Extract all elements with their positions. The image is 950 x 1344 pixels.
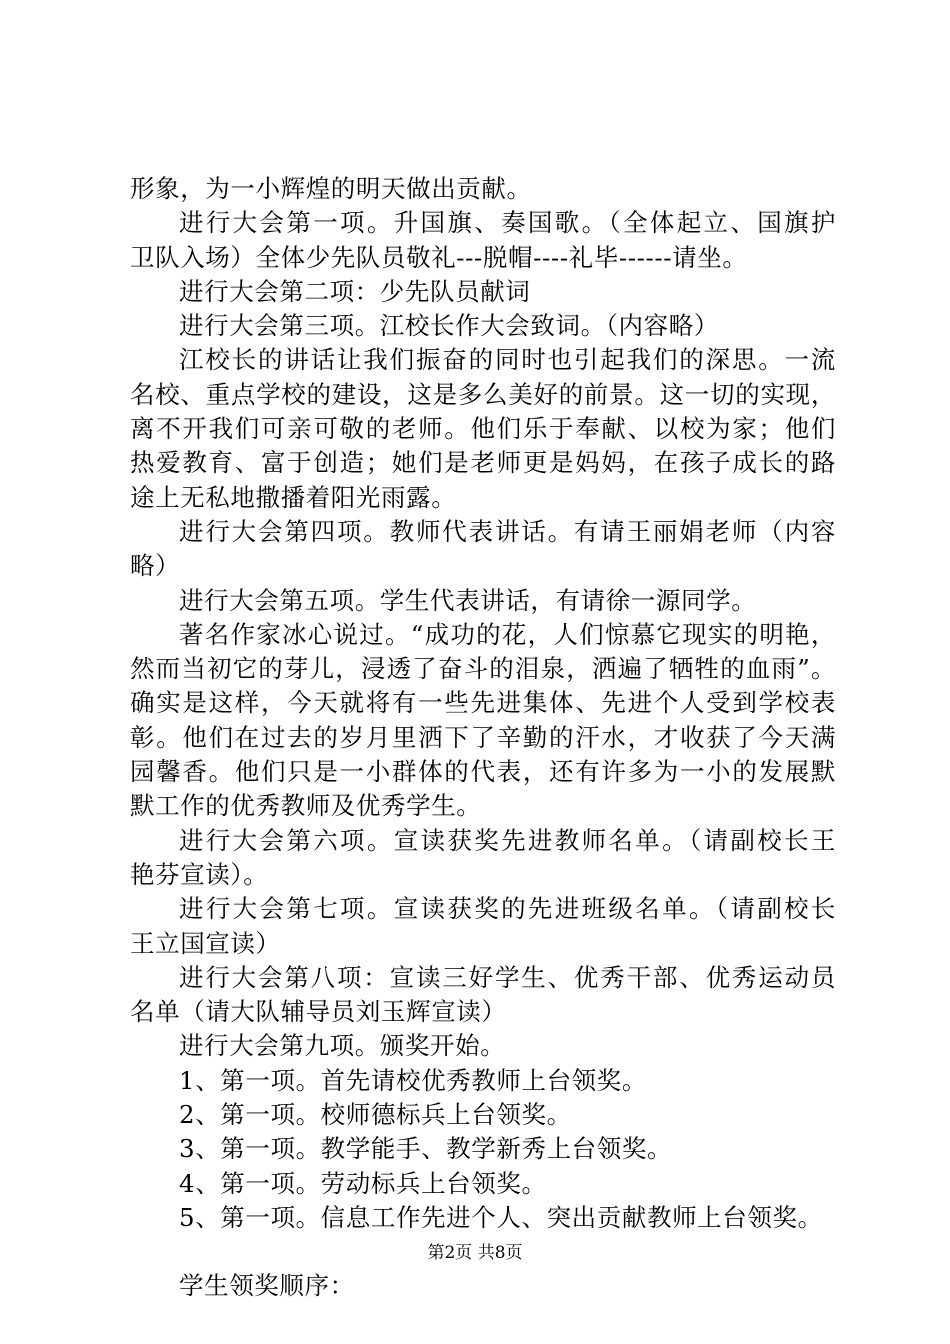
- text-line: 热爱教育、富于创造；她们是老师更是妈妈，在孩子成长的路: [130, 448, 836, 478]
- text-line: 4、第一项。劳动标兵上台领奖。: [179, 1168, 547, 1198]
- text-line: 形象，为一小辉煌的明天做出贡献。: [130, 174, 532, 203]
- text-line: 进行大会第八项：宣读三好学生、优秀干部、优秀运动员: [179, 962, 836, 992]
- text-line: 2、第一项。校师德标兵上台领奖。: [179, 1100, 572, 1130]
- text-line: 途上无私地撒播着阳光雨露。: [130, 482, 457, 512]
- document-body: [130, 172, 836, 1304]
- text-line: 进行大会第一项。升国旗、奏国歌。（全体起立、国旗护: [179, 208, 836, 238]
- text-line: 进行大会第七项。宣读获奖的先进班级名单。（请副校长: [179, 894, 836, 924]
- text-line: 默工作的优秀教师及优秀学生。: [130, 791, 482, 821]
- text-line: 进行大会第九项。颁奖开始。: [179, 1031, 506, 1061]
- text-line: 进行大会第六项。宣读获奖先进教师名单。（请副校长王: [179, 825, 836, 855]
- text-line: 江校长的讲话让我们振奋的同时也引起我们的深思。一流: [179, 345, 836, 375]
- text-line: 王立国宣读）: [130, 928, 281, 958]
- text-line: 进行大会第二项：少先队员献词: [179, 276, 531, 306]
- text-line: 确实是这样，今天就将有一些先进集体、先进个人受到学校表: [130, 688, 836, 718]
- text-line: 著名作家冰心说过。“成功的花，人们惊慕它现实的明艳，: [179, 619, 836, 649]
- text-line: 彰。他们在过去的岁月里洒下了辛勤的汗水，才收获了今天满: [130, 722, 836, 752]
- text-line: 5、第一项。信息工作先进个人、突出贡献教师上台领奖。: [179, 1202, 823, 1232]
- text-line: 略）: [130, 551, 181, 581]
- text-line: 卫队入场）全体少先队员敬礼---脱帽----礼毕------请坐。: [130, 242, 748, 272]
- text-line: 1、第一项。首先请校优秀教师上台领奖。: [179, 1065, 647, 1095]
- text-line: 艳芬宣读）。: [130, 859, 269, 889]
- text-line: 进行大会第五项。学生代表讲话，有请徐一源同学。: [179, 585, 757, 615]
- text-line: 名校、重点学校的建设，这是多么美好的前景。这一切的实现，: [130, 379, 836, 409]
- text-line: 3、第一项。教学能手、教学新秀上台领奖。: [179, 1134, 673, 1164]
- page-footer: 第2页 共8页: [427, 1243, 523, 1263]
- text-line: 离不开我们可亲可敬的老师。他们乐于奉献、以校为家；他们: [130, 414, 836, 444]
- text-line: 进行大会第四项。教师代表讲话。有请王丽娟老师（内容: [179, 516, 836, 546]
- text-line: 名单（请大队辅导员刘玉辉宣读）: [130, 997, 507, 1027]
- text-line: 进行大会第三项。江校长作大会致词。（内容略）: [179, 311, 719, 341]
- text-line: 园馨香。他们只是一小群体的代表，还有许多为一小的发展默: [130, 757, 836, 787]
- text-line: 学生领奖顺序：: [179, 1271, 355, 1301]
- text-line: 然而当初它的芽儿，浸透了奋斗的泪泉，洒遍了牺牲的血雨”。: [130, 654, 836, 684]
